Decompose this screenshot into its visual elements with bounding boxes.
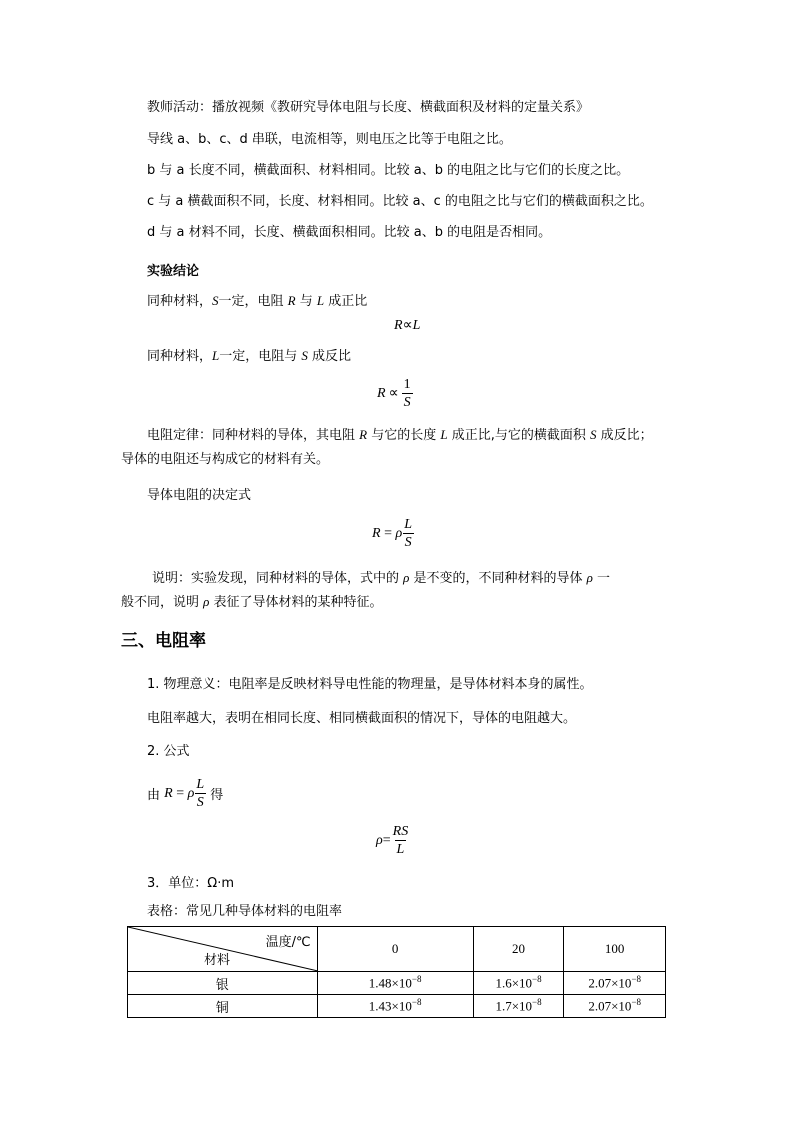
fraction-rs-over-l: $\frac{RS}{L}$ (392, 824, 409, 857)
value-cell: $2.07\times 10^{-8}$ (564, 995, 666, 1018)
fraction-l-over-s-inline: $\frac{L}{S}$ (196, 777, 205, 810)
corner-label-temperature: 温度/℃ (265, 935, 311, 950)
table-corner-cell (128, 927, 318, 972)
column-header: 100 (564, 927, 666, 972)
value-cell: $1.6\times 10^{-8}$ (473, 972, 564, 995)
item-unit: 3．单位：Ω·m (147, 876, 235, 891)
table-caption: 表格：常见几种导体材料的电阻率 (147, 904, 343, 919)
material-cell: 银 (128, 972, 318, 995)
conclusion-proportional-length: 同种材料，S一定，电阻 R 与 L 成正比 (147, 293, 368, 309)
equation-r-prop-inverse-s: R ∝ $\frac{1}{S}$ (377, 377, 411, 410)
paragraph-compare-area: c 与 a 横截面积不同，长度、材料相同。比较 a、c 的电阻之比与它们的横截面积之比。 (147, 194, 653, 209)
value-cell: $2.07\times 10^{-8}$ (564, 972, 666, 995)
derivation-from-r-formula: 由 R = ρ $\frac{L}{S}$ 得 (147, 777, 224, 810)
paragraph-compare-material: d 与 a 材料不同，长度、横截面积相同。比较 a、b 的电阻是否相同。 (147, 225, 552, 240)
material-cell: 铜 (128, 995, 318, 1018)
paragraph-compare-length: b 与 a 长度不同，横截面积、材料相同。比较 a、b 的电阻之比与它们的长度之比。 (147, 163, 630, 178)
section-heading-resistivity: 三、电阻率 (121, 631, 206, 651)
heading-experiment-conclusion: 实验结论 (147, 264, 200, 279)
decisive-formula-label: 导体电阻的决定式 (147, 488, 252, 503)
note-line-2: 般不同，说明 ρ 表征了导体材料的某种特征。 (121, 594, 383, 610)
resistance-law: 电阻定律：同种材料的导体，其电阻 R 与它的长度 L 成正比,与它的横截面积 S 成反比； (147, 427, 653, 443)
note-line-1: 说明：实验发现，同种材料的导体，式中的 ρ 是不变的，不同种材料的导体 ρ 一 (152, 570, 611, 586)
column-header: 20 (473, 927, 564, 972)
fraction-l-over-s: $\frac{L}{S}$ (404, 517, 412, 550)
column-header: 0 (317, 927, 473, 972)
equation-rho-rs-over-l: ρ = $\frac{RS}{L}$ (376, 824, 409, 857)
value-cell: $1.48\times 10^{-8}$ (317, 972, 473, 995)
table-row (128, 995, 666, 1018)
table-header-row (128, 927, 666, 972)
value-cell: $1.7\times 10^{-8}$ (473, 995, 564, 1018)
item-physical-meaning-continued: 电阻率越大，表明在相同长度、相同横截面积的情况下，导体的电阻越大。 (147, 711, 577, 726)
equation-r-rho-l-over-s: R = ρ $\frac{L}{S}$ (372, 517, 412, 550)
paragraph-series-wires: 导线 a、b、c、d 串联，电流相等，则电压之比等于电阻之比。 (147, 132, 512, 147)
table-row (128, 972, 666, 995)
resistivity-table (127, 926, 666, 1018)
corner-label-material: 材料 (204, 953, 231, 968)
item-physical-meaning: 1. 物理意义：电阻率是反映材料导电性能的物理量，是导体材料本身的属性。 (147, 677, 593, 692)
value-cell: $1.43\times 10^{-8}$ (317, 995, 473, 1018)
item-formula-heading: 2. 公式 (147, 744, 190, 759)
equation-r-prop-l: R ∝ L (394, 317, 421, 333)
resistance-law-continued: 导体的电阻还与构成它的材料有关。 (121, 452, 330, 467)
conclusion-inverse-area: 同种材料，L一定，电阻与 S 成反比 (147, 348, 352, 364)
fraction-one-over-s: $\frac{1}{S}$ (403, 377, 411, 410)
paragraph-teacher-activity: 教师活动：播放视频《教研究导体电阻与长度、横截面积及材料的定量关系》 (147, 100, 590, 115)
